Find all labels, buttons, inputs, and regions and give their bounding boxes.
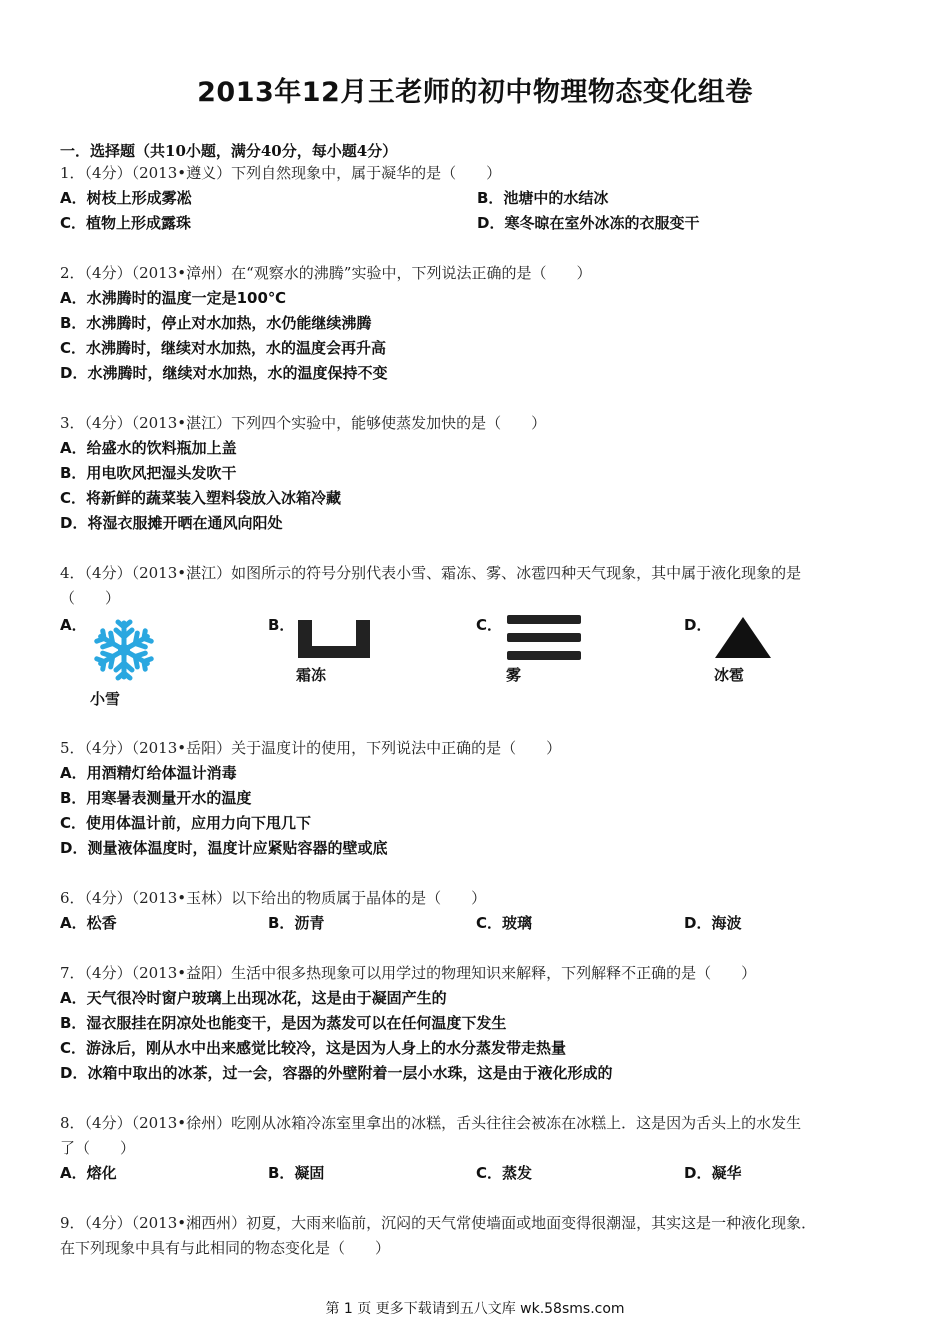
option-b: B．沥青 xyxy=(268,914,325,932)
option-b-letter: B． xyxy=(268,616,295,634)
question-stem-continued: （ ） xyxy=(60,589,121,607)
option-b: B．水沸腾时，停止对水加热，水仍能继续沸腾 xyxy=(60,314,372,332)
question-9 xyxy=(60,1211,900,1261)
option-d-letter: D． xyxy=(684,616,712,634)
option-a-letter: A． xyxy=(60,616,87,634)
option-d: D．冰箱中取出的冰茶，过一会，容器的外壁附着一层小水珠，这是由于液化形成的 xyxy=(60,1064,613,1082)
page-title: 2013年12月王老师的初中物理物态变化组卷 xyxy=(197,77,753,108)
question-stem-continued: 在下列现象中具有与此相同的物态变化是（ ） xyxy=(60,1239,391,1257)
option-b: B．凝固 xyxy=(268,1164,325,1182)
question-5 xyxy=(60,736,900,861)
option-d: D．寒冬晾在室外冰冻的衣服变干 xyxy=(477,214,700,232)
option-b: B．池塘中的水结冰 xyxy=(477,189,609,207)
question-stem-continued: 了（ ） xyxy=(60,1139,136,1157)
question-stem: 8．（4分）（2013•徐州）吃刚从冰箱冷冻室里拿出的冰糕，舌头往往会被冻在冰糕上．这是因为舌头上的水发生 xyxy=(60,1114,802,1132)
option-a: A．树枝上形成雾凇 xyxy=(60,189,192,207)
question-stem: 3．（4分）（2013•湛江）下列四个实验中，能够使蒸发加快的是（ ） xyxy=(60,414,547,432)
option-d: D．海波 xyxy=(684,914,742,932)
question-3 xyxy=(60,411,900,536)
option-d: D．水沸腾时，继续对水加热，水的温度保持不变 xyxy=(60,364,388,382)
option-d: D．凝华 xyxy=(684,1164,742,1182)
option-c: C．游泳后，刚从水中出来感觉比较冷，这是因为人身上的水分蒸发带走热量 xyxy=(60,1039,567,1057)
question-stem: 1．（4分）（2013•遵义）下列自然现象中，属于凝华的是（ ） xyxy=(60,164,502,182)
option-a: A．用酒精灯给体温计消毒 xyxy=(60,764,237,782)
snowflake-icon xyxy=(92,618,156,682)
question-stem: 2．（4分）（2013•漳州）在“观察水的沸腾”实验中，下列说法正确的是（ ） xyxy=(60,264,592,282)
option-a: A．天气很冷时窗户玻璃上出现冰花，这是由于凝固产生的 xyxy=(60,989,447,1007)
option-a: A．熔化 xyxy=(60,1164,117,1182)
option-d: D．测量液体温度时，温度计应紧贴容器的壁或底 xyxy=(60,839,388,857)
option-c-label: 雾 xyxy=(506,666,522,684)
section-heading: 一．选择题（共10小题，满分40分，每小题4分） xyxy=(60,142,398,160)
option-c: C．玻璃 xyxy=(476,914,533,932)
question-1 xyxy=(60,161,900,236)
question-7 xyxy=(60,961,900,1086)
option-b: B．用电吹风把湿头发吹干 xyxy=(60,464,237,482)
option-c: C．将新鲜的蔬菜装入塑料袋放入冰箱冷藏 xyxy=(60,489,342,507)
option-a: A．松香 xyxy=(60,914,117,932)
question-stem: 6．（4分）（2013•玉林）以下给出的物质属于晶体的是（ ） xyxy=(60,889,487,907)
question-stem: 5．（4分）（2013•岳阳）关于温度计的使用，下列说法中正确的是（ ） xyxy=(60,739,562,757)
option-c: C．蒸发 xyxy=(476,1164,533,1182)
option-b: B．湿衣服挂在阴凉处也能变干，是因为蒸发可以在任何温度下发生 xyxy=(60,1014,507,1032)
option-d-label: 冰雹 xyxy=(714,666,745,684)
question-stem: 7．（4分）（2013•益阳）生活中很多热现象可以用学过的物理知识来解释，下列解释不正确的是（ ） xyxy=(60,964,757,982)
question-stem: 4．（4分）（2013•湛江）如图所示的符号分别代表小雪、霜冻、雾、冰雹四种天气现象，其中属于液化现象的是 xyxy=(60,564,802,582)
fog-symbol-icon xyxy=(506,614,582,662)
hail-symbol-icon xyxy=(714,616,772,660)
option-b-label: 霜冻 xyxy=(296,666,327,684)
option-c: C．植物上形成露珠 xyxy=(60,214,192,232)
question-2 xyxy=(60,261,900,386)
question-6 xyxy=(60,886,900,936)
option-b: B．用寒暑表测量开水的温度 xyxy=(60,789,252,807)
question-stem: 9．（4分）（2013•湘西州）初夏，大雨来临前，沉闷的天气常使墙面或地面变得很潮湿，其实这是一种液化现象． xyxy=(60,1214,817,1232)
option-c: C．使用体温计前，应用力向下甩几下 xyxy=(60,814,312,832)
page-footer: 第 1 页 更多下载请到五八文库 wk.58sms.com xyxy=(325,1301,625,1317)
question-4 xyxy=(60,561,900,611)
option-c-letter: C． xyxy=(476,616,503,634)
option-c: C．水沸腾时，继续对水加热，水的温度会再升高 xyxy=(60,339,387,357)
option-a-label: 小雪 xyxy=(90,690,121,708)
option-a: A．给盛水的饮料瓶加上盖 xyxy=(60,439,237,457)
question-8 xyxy=(60,1111,900,1186)
option-a: A．水沸腾时的温度一定是100℃ xyxy=(60,289,287,307)
frost-symbol-icon xyxy=(296,618,372,660)
option-d: D．将湿衣服摊开晒在通风向阳处 xyxy=(60,514,283,532)
